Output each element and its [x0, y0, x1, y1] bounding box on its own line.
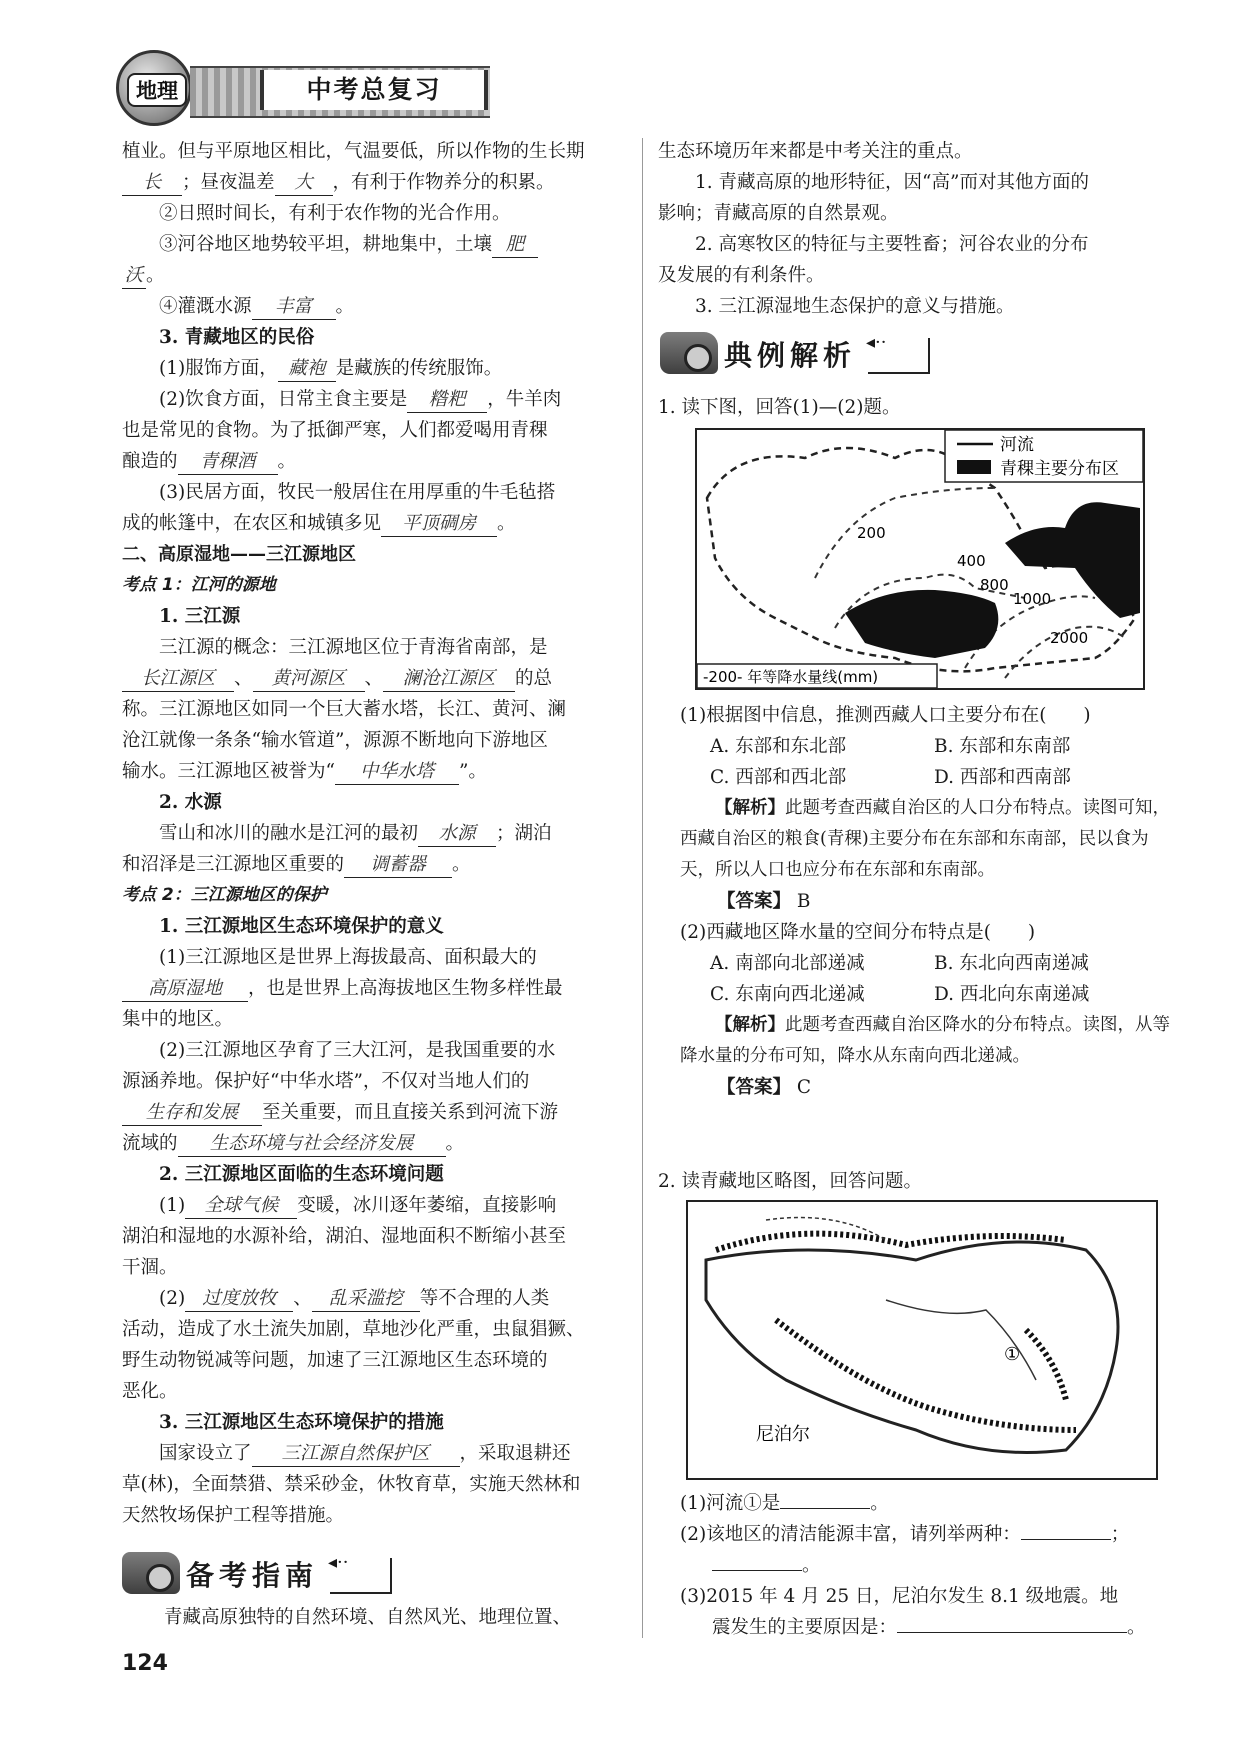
key-point: 考点 2：三江源地区的保护	[122, 885, 327, 905]
isohyet-label-1000: 1000	[1013, 590, 1052, 608]
para: 恶化。	[122, 1381, 178, 1402]
section-banner-examples	[660, 330, 960, 378]
para: 及发展的有利条件。	[658, 265, 825, 286]
options	[680, 948, 1170, 979]
para: (3)民居方面，牧民一般居住在用厚重的牛毛毡搭	[159, 482, 556, 503]
heading: 1. 三江源	[159, 606, 241, 627]
para: 长 ；昼夜温差 大 ，有利于作物养分的积累。	[122, 167, 627, 198]
camera-icon	[122, 1552, 180, 1594]
para: 生态环境历年来都是中考关注的重点。	[658, 141, 973, 162]
para: (1)服饰方面， 藏袍 是藏族的传统服饰。	[122, 353, 627, 384]
para: 天然牧场保护工程等措施。	[122, 1505, 345, 1526]
para: 成的帐篷中，在农区和城镇多见 平顶碉房 。	[122, 508, 627, 539]
precipitation-map	[695, 428, 1145, 690]
option-d[interactable]: D. 西部和西南部	[934, 767, 1071, 788]
para: 集中的地区。	[122, 1009, 234, 1030]
arrow-icon	[330, 1558, 392, 1594]
analysis: 【解析】此题考查西藏自治区降水的分布特点。读图，从等降水量的分布可知，降水从东南向西北递减。	[680, 1015, 1170, 1066]
options	[680, 731, 1170, 762]
para: 生存和发展 至关重要，而且直接关系到河流下游	[122, 1097, 627, 1128]
options	[680, 979, 1170, 1010]
para: 流域的 生态环境与社会经济发展 。	[122, 1128, 627, 1159]
para: 长江源区 、 黄河源区 、 澜沧江源区 的总	[122, 663, 627, 694]
isohyet-label-400: 400	[957, 552, 986, 570]
para: 草(林)，全面禁猎、禁采砂金，休牧育草，实施天然林和	[122, 1474, 581, 1495]
option-b[interactable]: B. 东部和东南部	[934, 736, 1071, 757]
para: 青藏高原独特的自然环境、自然风光、地理位置、	[164, 1607, 572, 1628]
legend-barley-label: 青稞主要分布区	[1000, 459, 1119, 479]
para: 和沼泽是三江源地区重要的 调蓄器 。	[122, 849, 627, 880]
para: 野生动物锐减等问题，加速了三江源地区生态环境的	[122, 1350, 548, 1371]
banner-title: 典例解析	[724, 339, 857, 372]
para: (1)三江源地区是世界上海拔最高、面积最大的	[159, 947, 537, 968]
para: 国家设立了 三江源自然保护区 ，采取退耕还	[122, 1438, 627, 1469]
option-c[interactable]: C. 西部和西北部	[710, 767, 847, 788]
para: 干涸。	[122, 1257, 178, 1278]
para: 雪山和冰川的融水是江河的最初 水源 ；湖泊	[122, 818, 627, 849]
column-divider	[642, 138, 643, 1638]
question-1: 1. 读下图，回答(1)—(2)题。	[658, 397, 901, 418]
question-2: 2. 读青藏地区略图，回答问题。	[658, 1171, 923, 1192]
heading: 2. 三江源地区面临的生态环境问题	[159, 1164, 444, 1185]
camera-icon	[660, 332, 718, 374]
heading: 3. 三江源地区生态环境保护的措施	[159, 1412, 444, 1433]
isohyet-label-800: 800	[980, 576, 1009, 594]
right-column	[658, 136, 1163, 322]
sub-question: (2)该地区的清洁能源丰富，请列举两种： ；	[680, 1524, 1130, 1545]
subject-badge	[116, 50, 192, 126]
options	[680, 762, 1170, 793]
para: 称。三江源地区如同一个巨大蓄水塔，长江、黄河、澜	[122, 699, 567, 720]
section-banner-prep	[122, 1550, 422, 1598]
para: 活动，造成了水土流失加剧，草地沙化严重，虫鼠猖獗、	[122, 1319, 585, 1340]
option-a[interactable]: A. 东部和东北部	[710, 736, 847, 757]
para: ④灌溉水源 丰富 。	[122, 291, 627, 322]
para: ③河谷地区地势较平坦，耕地集中，土壤 肥	[122, 229, 627, 260]
para: 高原湿地 ，也是世界上高海拔地区生物多样性最	[122, 973, 627, 1004]
para: 也是常见的食物。为了抵御严寒，人们都爱喝用青稞	[122, 420, 548, 441]
sub-question: 震发生的主要原因是： 。	[712, 1617, 1146, 1638]
heading: 1. 三江源地区生态环境保护的意义	[159, 916, 444, 937]
para: (2)三江源地区孕育了三大江河，是我国重要的水	[159, 1040, 556, 1061]
para: 湖泊和湿地的水源补给，湖泊、湿地面积不断缩小甚至	[122, 1226, 567, 1247]
q1-block	[680, 700, 1170, 1103]
banner-title: 备考指南	[186, 1559, 319, 1592]
answer: 【答案】 C	[717, 1077, 812, 1098]
sub-question: (3)2015 年 4 月 25 日，尼泊尔发生 8.1 级地震。地	[680, 1586, 1119, 1607]
q2-block	[680, 1488, 1170, 1643]
sub-question: (1)根据图中信息，推测西藏人口主要分布在( )	[680, 705, 1091, 726]
key-point: 考点 1：江河的源地	[122, 575, 276, 595]
option-d[interactable]: D. 西北向东南递减	[934, 984, 1090, 1005]
section-heading: 二、高原湿地——三江源地区	[122, 544, 356, 565]
heading: 2. 水源	[159, 792, 222, 813]
para: 源涵养地。保护好“中华水塔”，不仅对当地人们的	[122, 1071, 530, 1092]
option-a[interactable]: A. 南部向北部递减	[710, 953, 865, 974]
arrow-icon	[868, 338, 930, 374]
page-title: 中考总复习	[260, 70, 488, 110]
para: (2)饮食方面，日常主食主要是 糌粑 ，牛羊肉	[122, 384, 627, 415]
option-c[interactable]: C. 东南向西北递减	[710, 984, 865, 1005]
page-number: 124	[122, 1651, 168, 1676]
map-caption: -200- 年等降水量线(mm)	[703, 668, 879, 686]
isohyet-label-2000: 2000	[1050, 629, 1089, 647]
sub-question: (1)河流①是 。	[680, 1493, 889, 1514]
para: 1. 青藏高原的地形特征，因“高”而对其他方面的	[695, 172, 1089, 193]
para: 3. 三江源湿地生态保护的意义与措施。	[695, 296, 1015, 317]
answer: 【答案】 B	[717, 891, 811, 912]
para: 植业。但与平原地区相比，气温要低，所以作物的生长期	[122, 141, 585, 162]
para: 2. 高寒牧区的特征与主要牲畜；河谷农业的分布	[695, 234, 1089, 255]
para: 三江源的概念：三江源地区位于青海省南部，是	[159, 637, 548, 658]
sub-question: 。	[680, 1550, 1170, 1581]
para: 影响；青藏高原的自然景观。	[658, 203, 899, 224]
river-marker-1: ①	[1004, 1344, 1021, 1365]
para: (2) 过度放牧 、 乱采滥挖 等不合理的人类	[122, 1283, 627, 1314]
analysis: 【解析】此题考查西藏自治区的人口分布特点。读图可知，西藏自治区的粮食(青稞)主要分布在东部和东南部，民以食为天，所以人口也应分布在东部和东南部。	[680, 798, 1170, 880]
para: 酿造的 青稞酒 。	[122, 446, 627, 477]
option-b[interactable]: B. 东北向西南递减	[934, 953, 1089, 974]
legend-barley-swatch	[957, 460, 991, 474]
nepal-label: 尼泊尔	[756, 1424, 810, 1445]
para: 沃 。	[122, 260, 627, 291]
para: ②日照时间长，有利于农作物的光合作用。	[159, 203, 511, 224]
para: (1) 全球气候 变暖，冰川逐年萎缩，直接影响	[122, 1190, 627, 1221]
subject-label: 地理	[127, 73, 187, 107]
qinghai-tibet-map	[686, 1200, 1158, 1480]
left-column	[122, 136, 627, 1531]
sub-question: (2)西藏地区降水量的空间分布特点是( )	[680, 922, 1036, 943]
para: 沧江就像一条条“输水管道”，源源不断地向下游地区	[122, 730, 548, 751]
para: 输水。三江源地区被誉为“ 中华水塔 ”。	[122, 756, 627, 787]
legend-river-label: 河流	[1000, 435, 1034, 455]
isohyet-label-200: 200	[857, 524, 886, 542]
heading: 3. 青藏地区的民俗	[159, 327, 315, 348]
